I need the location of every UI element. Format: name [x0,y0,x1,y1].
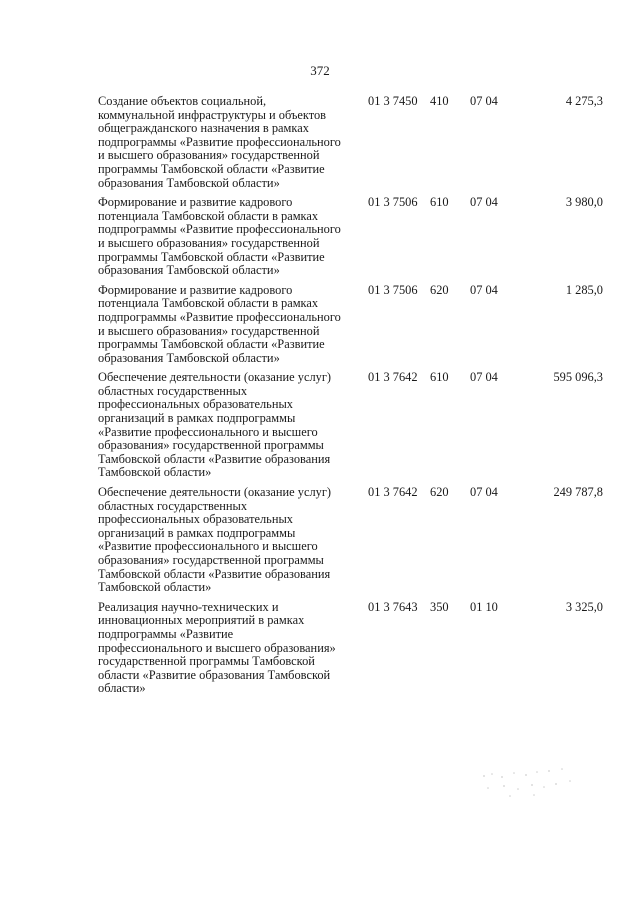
budget-table [98,95,603,696]
row-amount: 3 325,0 [565,599,603,614]
row-description: Обеспечение деятельности (оказание услуг) областных государственных профессиональных образовательных организаций в рамках подпрограммы «Развитие профессионального и высшего образования» государственной программы Тамбовской области «Развитие образования Тамбовской области» [98,370,332,480]
row-description: Создание объектов социальной, коммунальной инфраструктуры и объектов общегражданского назначения в рамках подпрограммы «Развитие профессионального и высшего образования» государственной программы Тамбовской области «Развитие образования Тамбовской области» [98,94,341,190]
row-amount: 1 285,0 [565,282,603,297]
row-section-code: 07 04 [470,94,498,108]
row-expense-type: 350 [430,599,449,614]
row-target-code: 01 3 7642 [368,370,418,385]
row-amount: 4 275,3 [565,94,603,108]
table-row [98,284,603,366]
table-row [98,196,603,278]
table-row [98,95,603,190]
row-amount: 3 980,0 [565,195,603,210]
row-target-code: 01 3 7450 [368,94,418,108]
row-description: Реализация научно-технических и инновационных мероприятий в рамках подпрограммы «Развитие профессионального и высшего образования» государственной программы Тамбовской области «Развитие образования Тамбовской области» [98,599,336,696]
table-row [98,601,603,696]
row-expense-type: 610 [430,195,449,210]
scan-smudge [474,762,584,802]
table-row [98,486,603,595]
row-target-code: 01 3 7643 [368,599,418,614]
row-section-code: 07 04 [470,485,498,500]
page-number: 372 [310,63,330,78]
table-row [98,371,603,480]
row-section-code: 07 04 [470,195,498,210]
row-amount: 595 096,3 [553,370,603,385]
row-expense-type: 610 [430,370,449,385]
row-expense-type: 410 [430,94,449,108]
row-expense-type: 620 [430,282,449,297]
row-target-code: 01 3 7642 [368,485,418,500]
row-amount: 249 787,8 [553,485,603,500]
row-description: Формирование и развитие кадрового потенциала Тамбовской области в рамках подпрограммы «Развитие профессионального и высшего образования» государственной программы Тамбовской области «Развитие образования Тамбовской области» [98,195,341,278]
row-section-code: 01 10 [470,599,498,614]
row-description: Обеспечение деятельности (оказание услуг) областных государственных профессиональных образовательных организаций в рамках подпрограммы «Развитие профессионального и высшего образования» государственной программы Тамбовской области «Развитие образования Тамбовской области» [98,485,332,595]
row-section-code: 07 04 [470,282,498,297]
row-description: Формирование и развитие кадрового потенциала Тамбовской области в рамках подпрограммы «Развитие профессионального и высшего образования» государственной программы Тамбовской области «Развитие образования Тамбовской области» [98,282,341,365]
row-expense-type: 620 [430,485,449,500]
row-target-code: 01 3 7506 [368,282,418,297]
row-target-code: 01 3 7506 [368,195,418,210]
row-section-code: 07 04 [470,370,498,385]
